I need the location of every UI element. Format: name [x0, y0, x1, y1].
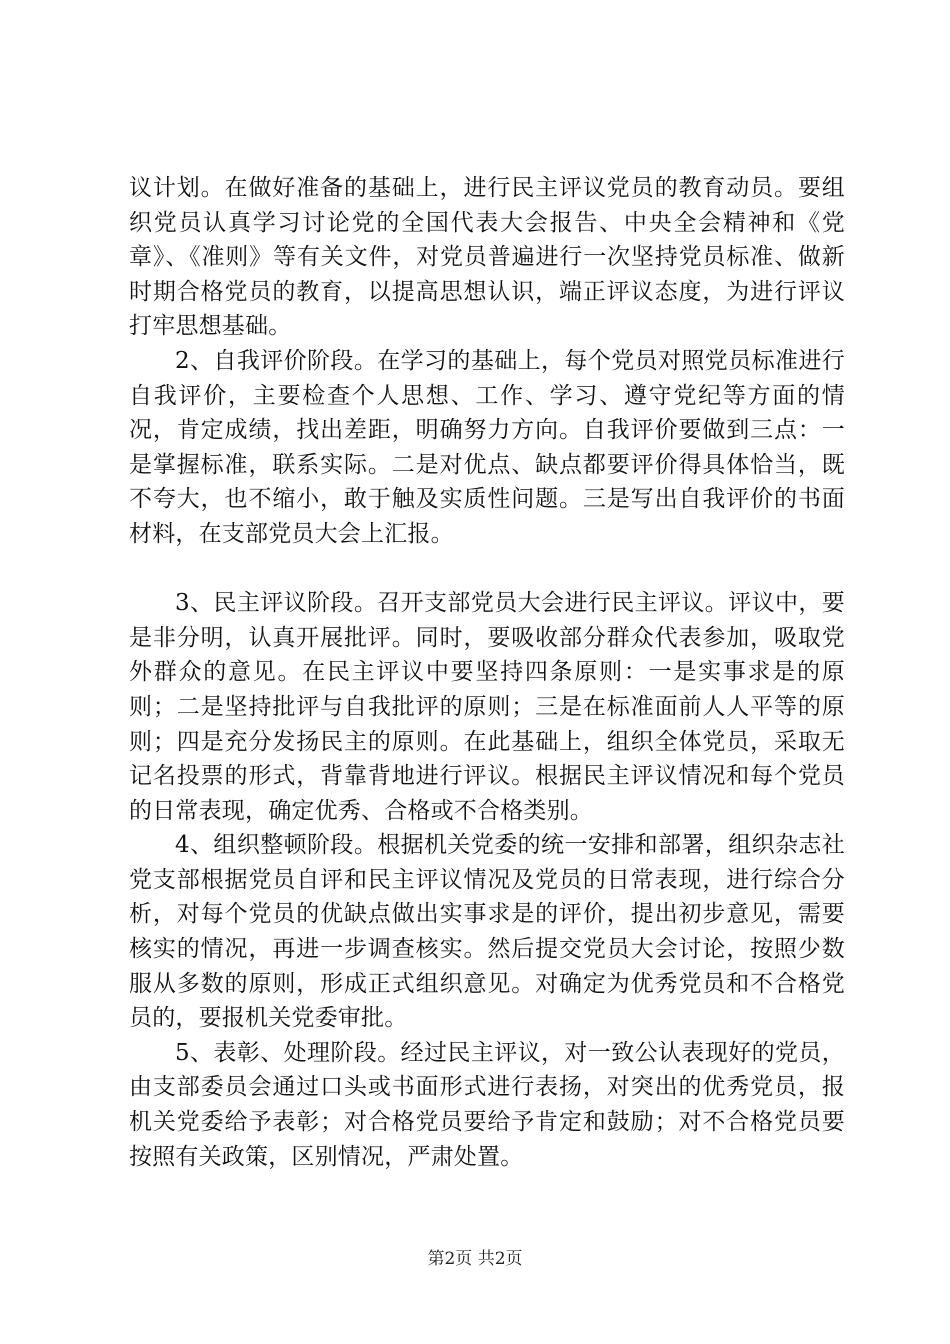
- document-body: [129, 171, 845, 1174]
- paragraph-commendation: 5、表彰、处理阶段。经过民主评议，对一致公认表现好的党员，由支部委员会通过口头或书面形式进行表扬，对突出的优秀党员，报机关党委给予表彰；对合格党员要给予肯定和鼓励；对不合格党员要按照有关政策，区别情况，严肃处置。: [129, 1039, 845, 1170]
- paragraph-democratic-review: 3、民主评议阶段。召开支部党员大会进行民主评议。评议中，要是非分明，认真开展批评。同时，要吸收部分群众代表参加，吸取党外群众的意见。在民主评议中要坚持四条原则：一是实事求是的原则；二是坚持批评与自我批评的原则；三是在标准面前人人平等的原则；四是充分发扬民主的原则。在此基础上，组织全体党员，采取无记名投票的形式，背靠背地进行评议。根据民主评议情况和每个党员的日常表现，确定优秀、合格或不合格类别。: [129, 590, 845, 824]
- paragraph-organization-rectification: 4、组织整顿阶段。根据机关党委的统一安排和部署，组织杂志社党支部根据党员自评和民主评议情况及党员的日常表现，进行综合分析，对每个党员的优缺点做出实事求是的评价，提出初步意见，需要核实的情况，再进一步调查核实。然后提交党员大会讨论，按照少数服从多数的原则，形成正式组织意见。对确定为优秀党员和不合格党员的，要报机关党委审批。: [129, 832, 845, 1032]
- page-footer: 第2页 共2页: [427, 1249, 523, 1269]
- paragraph-continuation: 议计划。在做好准备的基础上，进行民主评议党员的教育动员。要组织党员认真学习讨论党的全国代表大会报告、中央全会精神和《党章》、《准则》等有关文件，对党员普遍进行一次坚持党员标准、做新时期合格党员的教育，以提高思想认识，端正评议态度，为进行评议打牢思想基础。: [129, 175, 845, 340]
- paragraph-self-evaluation: 2、自我评价阶段。在学习的基础上，每个党员对照党员标准进行自我评价，主要检查个人思想、工作、学习、遵守党纪等方面的情况，肯定成绩，找出差距，明确努力方向。自我评价要做到三点：一是掌握标准，联系实际。二是对优点、缺点都要评价得具体恰当，既不夸大，也不缩小，敢于触及实质性问题。三是写出自我评价的书面材料，在支部党员大会上汇报。: [129, 347, 845, 547]
